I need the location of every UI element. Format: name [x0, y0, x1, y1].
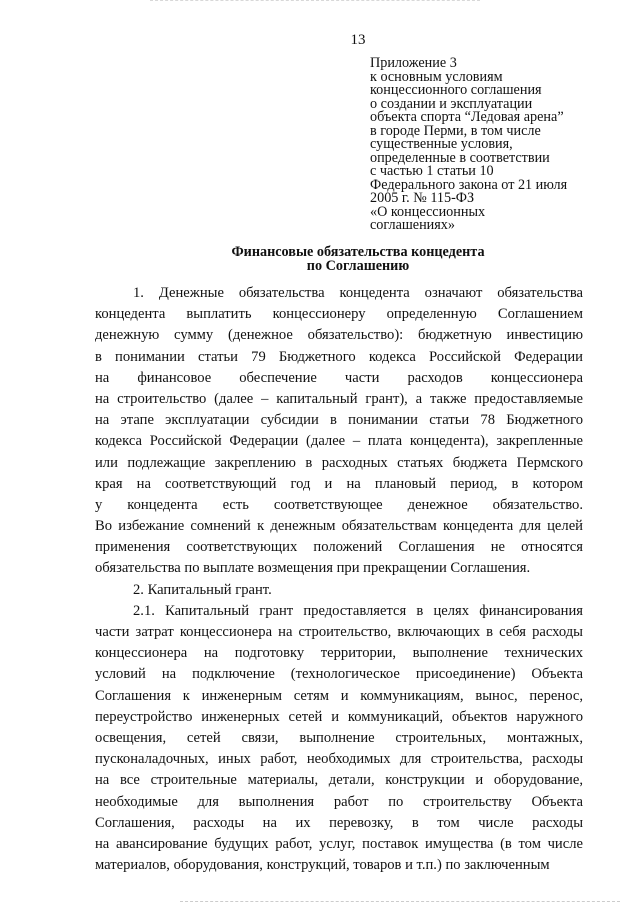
paragraph-line: у концедента есть соответствующее денежное обязательство. [95, 496, 583, 513]
paragraph-line: условий на подключение (технологическое присоединение) Объекта [95, 666, 583, 683]
appendix-line: существенные условия, [370, 136, 513, 152]
page-number: 13 [350, 32, 366, 48]
paragraph-line: Соглашения к инженерным сетям и коммуникациям, вынос, перенос, [95, 687, 583, 704]
paragraph-line: обязательства по выплате возмещения при прекращении Соглашения. [95, 560, 531, 577]
paragraph-line: кодекса Российской Федерации (далее – плата концедента), закрепленные [95, 433, 583, 450]
paragraph-line: материалов, оборудования, конструкций, товаров и т.п.) по заключенным [95, 857, 550, 874]
paragraph-line: на все строительные материалы, детали, конструкции и оборудование, [95, 772, 583, 789]
paragraph-line: в понимании статьи 79 Бюджетного кодекса Российской Федерации [95, 348, 583, 365]
appendix-line: определенные в соответствии [370, 149, 550, 166]
paragraph-line: на авансирование будущих работ, услуг, поставок имущества (в том числе [95, 835, 583, 852]
paragraph-line: необходимые для выполнения работ по строительству Объекта [95, 793, 583, 810]
paragraph-line: 1. Денежные обязательства концедента означают обязательства [133, 285, 583, 301]
appendix-line: к основным условиям [370, 68, 503, 85]
paragraph-line: применения соответствующих положений Соглашения не относятся [95, 539, 583, 556]
appendix-line: с частью 1 статьи 10 [370, 163, 494, 179]
paragraph-line: Во избежание сомнений к денежным обязательствам концедента для целей [95, 518, 583, 535]
paragraph-line: на финансовое обеспечение части расходов концессионера [95, 369, 583, 386]
appendix-line: объекта спорта “Ледовая арена” [370, 109, 564, 125]
appendix-line: Федерального закона от 21 июля [370, 176, 568, 193]
title-line: по Соглашению [306, 258, 410, 274]
paragraph-line: освещения, сетей связи, выполнение строительных, монтажных, [95, 729, 583, 746]
appendix-line: «О концессионных [370, 203, 486, 220]
paragraph-line: края на соответствующий год и на плановый период, в котором [95, 475, 583, 492]
paragraph-line: на этапе эксплуатации субсидии в понимании статьи 78 Бюджетного [95, 412, 583, 429]
appendix-line: соглашениях» [370, 217, 455, 233]
appendix-line: Приложение 3 [370, 55, 457, 71]
appendix-line: концессионного соглашения [370, 82, 542, 98]
paragraph-line: 2. Капитальный грант. [133, 581, 272, 598]
document-title [38, 245, 640, 273]
appendix-line: в городе Перми, в том числе [370, 122, 541, 139]
document-body [95, 283, 583, 876]
paragraph-line: 2.1. Капитальный грант предоставляется в целях финансирования [133, 602, 583, 619]
paragraph-line: Соглашения, расходы на их перевозку, в том числе расходы [95, 814, 583, 831]
paragraph-line: денежную сумму (денежное обязательство): бюджетную инвестицию [95, 327, 583, 344]
scan-artifact-top [150, 0, 480, 2]
paragraph-line: на строительство (далее – капитальный грант), а также предоставляемые [95, 390, 583, 407]
paragraph-line: или подлежащие закреплению в расходных статьях бюджета Пермского [95, 454, 583, 471]
appendix-line: о создании и эксплуатации [370, 95, 533, 112]
appendix-header [370, 57, 620, 233]
appendix-line: 2005 г. № 115-ФЗ [370, 190, 475, 206]
paragraph-line: переустройство инженерных сетей и коммуникаций, объектов наружного [95, 708, 583, 725]
paragraph-line: концедента выплатить концессионеру определенную Соглашением [95, 306, 583, 323]
paragraph-line: пусконаладочных, иных работ, необходимых для строительства, расходы [95, 751, 583, 768]
title-line: Финансовые обязательства концедента [231, 244, 485, 260]
paragraph-line: части затрат концессионера на строительство, включающих в себя расходы [95, 624, 583, 640]
scan-artifact-bottom [180, 901, 620, 903]
paragraph-line: концессионера на подготовку территории, выполнение технических [95, 645, 583, 662]
